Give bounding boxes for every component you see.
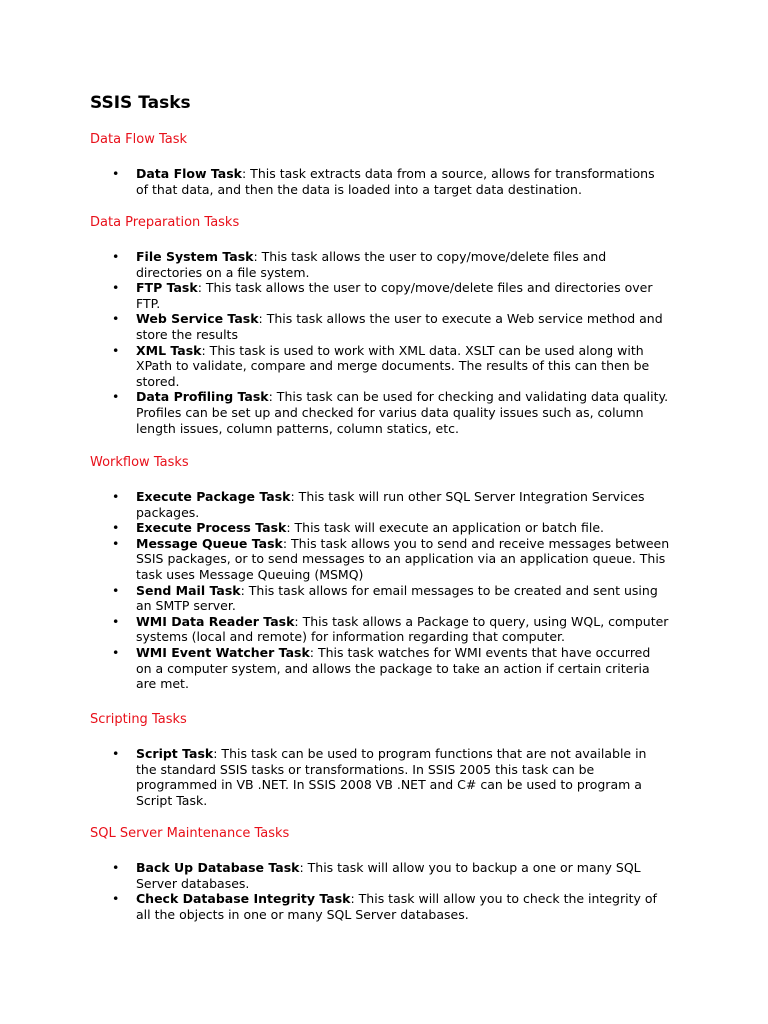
task-description-line: [136, 891, 692, 907]
task-description-line: [136, 166, 692, 182]
task-description-line: [136, 296, 692, 312]
task-description-text: on a computer system, and allows the package to take an action if certain criteria: [136, 660, 650, 676]
task-description-line: [136, 421, 692, 437]
task-list-item: [112, 860, 692, 891]
task-description-line: [136, 265, 692, 281]
task-name: WMI Data Reader Task: [136, 613, 295, 629]
task-description-text: : This task allows you to send and receive messages between: [282, 535, 670, 551]
task-name: Script Task: [136, 746, 214, 761]
task-description-line: [136, 358, 692, 374]
task-name: WMI Event Watcher Task: [136, 644, 310, 660]
task-list-item: [112, 583, 692, 614]
task-list-item: [112, 389, 692, 436]
task-description-line: [136, 907, 692, 923]
task-list-item: [112, 520, 692, 536]
task-list: [112, 860, 692, 922]
task-name: XML Task: [136, 342, 202, 358]
task-description-line: [136, 762, 692, 778]
task-description-line: [136, 489, 692, 505]
task-name: Check Database Integrity Task: [136, 891, 351, 907]
task-description-line: [136, 583, 692, 599]
task-description-text: Server databases.: [136, 875, 250, 891]
task-description-line: [136, 567, 692, 583]
task-name: Execute Process Task: [136, 520, 287, 536]
task-description-text: : This task extracts data from a source, allows for transformations: [242, 166, 655, 181]
bullet-icon: •: [112, 891, 120, 907]
task-list-item: [112, 343, 692, 390]
task-list-item: [112, 280, 692, 311]
section-heading: SQL Server Maintenance Tasks: [90, 826, 290, 841]
task-description-line: [136, 374, 692, 390]
task-description-text: : This task watches for WMI events that have occurred: [309, 644, 651, 660]
section-heading: Scripting Tasks: [90, 712, 187, 727]
task-description-text: store the results: [136, 326, 238, 342]
task-description-line: [136, 777, 692, 793]
task-description-line: [136, 536, 692, 552]
task-description-line: [136, 520, 692, 536]
bullet-icon: •: [112, 746, 120, 761]
task-list-item: [112, 249, 692, 280]
bullet-icon: •: [112, 249, 120, 264]
task-list-item: [112, 891, 692, 922]
section-heading: Data Flow Task: [90, 132, 188, 147]
task-description-line: [136, 389, 692, 405]
task-description-text: directories on a file system.: [136, 264, 310, 280]
task-description-line: [136, 505, 692, 521]
task-name: Data Profiling Task: [136, 389, 269, 405]
section-heading: Workflow Tasks: [90, 455, 189, 470]
task-list: [112, 746, 692, 808]
task-description-line: [136, 598, 692, 614]
task-list-item: [112, 746, 692, 808]
task-description-line: [136, 311, 692, 327]
bullet-icon: •: [112, 520, 120, 536]
task-list-item: [112, 489, 692, 520]
task-name: Execute Package Task: [136, 489, 291, 504]
task-list: [112, 249, 692, 436]
task-description-text: FTP.: [136, 295, 161, 311]
task-list-item: [112, 166, 692, 197]
task-description-text: : This task is used to work with XML data. XSLT can be used along with: [201, 342, 644, 358]
task-description-line: [136, 746, 692, 762]
task-description-text: length issues, column patterns, column statics, etc.: [136, 420, 459, 436]
task-description-text: : This task allows the user to copy/move/delete files and: [253, 249, 607, 264]
task-list: [112, 489, 692, 692]
task-description-text: : This task allows the user to execute a Web service method and: [258, 311, 663, 327]
task-description-text: : This task will allow you to backup a one or many SQL: [299, 860, 641, 875]
section-heading: Data Preparation Tasks: [90, 215, 240, 230]
task-name: Web Service Task: [136, 311, 259, 327]
bullet-icon: •: [112, 535, 120, 551]
task-description-text: Profiles can be set up and checked for varius data quality issues such as, column: [136, 404, 644, 420]
bullet-icon: •: [112, 280, 120, 296]
bullet-icon: •: [112, 389, 120, 405]
task-description-text: stored.: [136, 373, 180, 389]
task-description-text: packages.: [136, 504, 200, 520]
task-description-line: [136, 860, 692, 876]
task-description-line: [136, 182, 692, 198]
task-description-line: [136, 629, 692, 645]
task-description-text: : This task will allow you to check the integrity of: [350, 891, 657, 907]
task-description-line: [136, 614, 692, 630]
bullet-icon: •: [112, 860, 120, 875]
task-description-text: : This task will execute an application or batch file.: [286, 520, 604, 536]
task-description-text: SSIS packages, or to send messages to an application via an application queue. This: [136, 551, 666, 567]
task-description-text: : This task allows a Package to query, using WQL, computer: [294, 613, 669, 629]
bullet-icon: •: [112, 644, 120, 660]
task-description-text: programmed in VB .NET. In SSIS 2008 VB .NET and C# can be used to program a: [136, 777, 642, 793]
task-description-text: Script Task.: [136, 792, 208, 808]
task-description-text: an SMTP server.: [136, 598, 236, 614]
task-description-text: all the objects in one or many SQL Server databases.: [136, 906, 469, 922]
task-description-line: [136, 327, 692, 343]
task-name: Send Mail Task: [136, 582, 241, 598]
task-list-item: [112, 614, 692, 645]
task-description-text: of that data, and then the data is loaded into a target data destination.: [136, 181, 582, 197]
task-name: FTP Task: [136, 280, 198, 296]
task-list-item: [112, 536, 692, 583]
task-description-text: : This task allows the user to copy/move/delete files and directories over: [197, 280, 653, 296]
task-description-text: task uses Message Queuing (MSMQ): [136, 566, 364, 582]
bullet-icon: •: [112, 489, 120, 504]
page-title: SSIS Tasks: [90, 93, 191, 113]
bullet-icon: •: [112, 342, 120, 358]
bullet-icon: •: [112, 311, 120, 327]
task-name: Back Up Database Task: [136, 860, 300, 875]
task-description-text: : This task can be used to program functions that are not available in: [213, 746, 647, 761]
task-description-text: the standard SSIS tasks or transformations. In SSIS 2005 this task can be: [136, 761, 595, 777]
task-description-line: [136, 405, 692, 421]
task-description-text: : This task can be used for checking and validating data quality.: [268, 389, 669, 405]
task-name: Data Flow Task: [136, 166, 242, 181]
task-description-line: [136, 249, 692, 265]
task-description-text: systems (local and remote) for information regarding that computer.: [136, 629, 566, 645]
task-description-text: : This task will run other SQL Server Integration Services: [290, 489, 645, 504]
task-list-item: [112, 311, 692, 342]
task-description-text: are met.: [136, 676, 189, 692]
task-name: File System Task: [136, 249, 254, 264]
task-description-line: [136, 793, 692, 809]
task-description-line: [136, 280, 692, 296]
task-description-line: [136, 551, 692, 567]
task-description-line: [136, 876, 692, 892]
bullet-icon: •: [112, 582, 120, 598]
task-list-item: [112, 645, 692, 692]
task-description-text: : This task allows for email messages to be created and sent using: [240, 582, 658, 598]
task-description-line: [136, 661, 692, 677]
bullet-icon: •: [112, 613, 120, 629]
task-description-line: [136, 676, 692, 692]
task-name: Message Queue Task: [136, 535, 283, 551]
task-description-line: [136, 645, 692, 661]
bullet-icon: •: [112, 166, 120, 181]
task-list: [112, 166, 692, 197]
task-description-text: XPath to validate, compare and merge documents. The results of this can then be: [136, 358, 650, 374]
task-description-line: [136, 343, 692, 359]
